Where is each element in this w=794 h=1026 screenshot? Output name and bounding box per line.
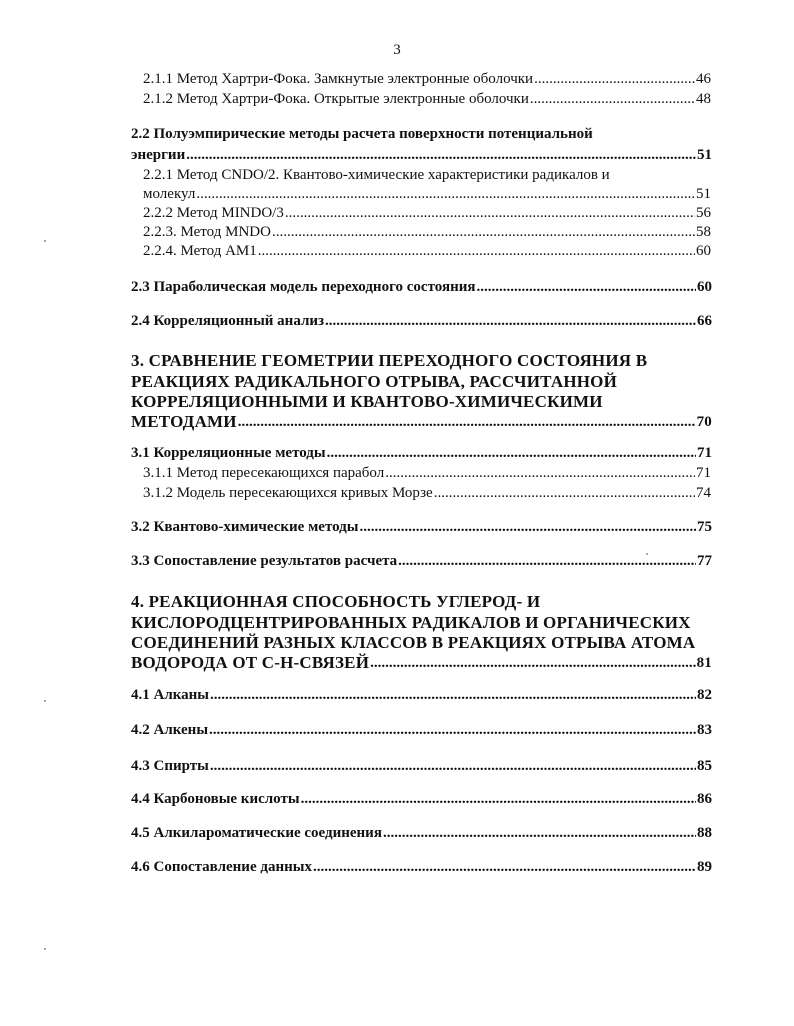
chapter-4-line2: КИСЛОРОДЦЕНТРИРОВАННЫХ РАДИКАЛОВ И ОРГАНИЧЕСКИХ (131, 613, 691, 632)
toc-entry-label: 3.3 Сопоставление результатов расчета (131, 553, 398, 569)
toc-leader (534, 72, 695, 87)
toc-entry-label: 4.1 Алканы (131, 687, 210, 703)
toc-entry-2-2-line1: 2.2 Полуэмпирические методы расчета поверхности потенциальной (131, 126, 593, 142)
toc-entry-4-3[interactable] (131, 759, 712, 774)
toc-entry-page: 56 (696, 205, 711, 221)
toc-entry-4-1[interactable] (131, 688, 712, 703)
toc-entry-label: 4.3 Спирты (131, 758, 209, 774)
toc-entry-label: 2.2.2 Метод MINDO/3 (143, 205, 284, 221)
toc-entry-2-1-1[interactable] (143, 72, 711, 87)
toc-entry-label: 4.2 Алкены (131, 722, 209, 738)
toc-entry-label: 4.5 Алкилароматические соединения (131, 825, 382, 841)
toc-leader (327, 446, 696, 461)
toc-entry-page: 86 (697, 791, 712, 807)
toc-leader (196, 187, 695, 202)
toc-entry-3-3[interactable] (131, 554, 712, 569)
toc-entry-page: 48 (696, 91, 711, 107)
toc-entry-page: 83 (697, 722, 712, 738)
toc-entry-page: 81 (696, 655, 712, 671)
toc-leader (313, 860, 696, 875)
toc-entry-page: 70 (696, 414, 712, 430)
toc-entry-chapter-4[interactable] (131, 654, 712, 671)
toc-entry-label: 2.1.2 Метод Хартри-Фока. Открытые электронные оболочки (143, 91, 529, 107)
toc-leader (476, 280, 696, 295)
toc-entry-4-5[interactable] (131, 826, 712, 841)
toc-leader (434, 486, 695, 501)
toc-leader (398, 554, 696, 569)
toc-entry-4-6[interactable] (131, 860, 712, 875)
toc-entry-2-4[interactable] (131, 314, 712, 329)
chapter-4-line1: 4. РЕАКЦИОННАЯ СПОСОБНОСТЬ УГЛЕРОД- И (131, 592, 541, 611)
toc-entry-page: 88 (697, 825, 712, 841)
toc-entry-page: 75 (697, 519, 712, 535)
toc-entry-2-2[interactable] (131, 148, 712, 163)
toc-entry-label: 4.4 Карбоновые кислоты (131, 791, 300, 807)
chapter-4-line3: СОЕДИНЕНИЙ РАЗНЫХ КЛАССОВ В РЕАКЦИЯХ ОТРЫВА АТОМА (131, 633, 696, 652)
toc-entry-label: ВОДОРОДА ОТ С-Н-СВЯЗЕЙ (131, 653, 370, 672)
toc-entry-label: МЕТОДАМИ (131, 412, 237, 431)
toc-entry-3-1-1[interactable] (143, 466, 711, 481)
toc-entry-page: 51 (697, 147, 712, 163)
toc-entry-2-2-1[interactable] (143, 187, 711, 202)
toc-entry-page: 51 (696, 186, 711, 202)
toc-leader (385, 466, 695, 481)
toc-entry-label: 3.2 Квантово-химические методы (131, 519, 359, 535)
chapter-3-line1: 3. СРАВНЕНИЕ ГЕОМЕТРИИ ПЕРЕХОДНОГО СОСТОЯНИЯ В (131, 351, 648, 370)
chapter-3-line3: КОРРЕЛЯЦИОННЫМИ И КВАНТОВО-ХИМИЧЕСКИМИ (131, 392, 603, 411)
scan-artifact (44, 700, 46, 702)
toc-entry-page: 71 (696, 465, 711, 481)
toc-leader (272, 225, 695, 240)
toc-entry-page: 46 (696, 71, 711, 87)
toc-leader (285, 206, 695, 221)
toc-leader (186, 148, 696, 163)
toc-entry-page: 60 (696, 243, 711, 259)
toc-entry-label: молекул (143, 186, 196, 202)
toc-entry-2-2-2[interactable] (143, 206, 711, 221)
scan-artifact (44, 240, 46, 242)
scan-artifact (44, 948, 46, 950)
toc-leader (238, 415, 696, 430)
toc-leader (530, 92, 695, 107)
toc-leader (359, 520, 696, 535)
toc-entry-page: 74 (696, 485, 711, 501)
toc-entry-label: 3.1.1 Метод пересекающихся парабол (143, 465, 385, 481)
toc-leader (301, 792, 696, 807)
chapter-3-line2: РЕАКЦИЯХ РАДИКАЛЬНОГО ОТРЫВА, РАССЧИТАННОЙ (131, 372, 618, 391)
toc-entry-2-3[interactable] (131, 280, 712, 295)
toc-entry-2-2-3[interactable] (143, 225, 711, 240)
toc-entry-label: 4.6 Сопоставление данных (131, 859, 312, 875)
toc-entry-page: 71 (697, 445, 712, 461)
toc-entry-3-1-2[interactable] (143, 486, 711, 501)
toc-entry-chapter-3[interactable] (131, 413, 712, 430)
toc-entry-label: 2.1.1 Метод Хартри-Фока. Замкнутые электронные оболочки (143, 71, 534, 87)
toc-entry-label: энергии (131, 147, 186, 163)
toc-entry-label: 3.1.2 Модель пересекающихся кривых Морзе (143, 485, 433, 501)
toc-leader (325, 314, 696, 329)
toc-entry-2-1-2[interactable] (143, 92, 711, 107)
toc-leader (258, 244, 695, 259)
toc-leader (210, 688, 696, 703)
toc-entry-2-2-1-line1: 2.2.1 Метод CNDO/2. Квантово-химические характеристики радикалов и (143, 167, 610, 183)
toc-leader (210, 759, 696, 774)
toc-entry-2-2-4[interactable] (143, 244, 711, 259)
toc-entry-4-2[interactable] (131, 723, 712, 738)
scan-artifact (646, 553, 648, 555)
toc-entry-page: 85 (697, 758, 712, 774)
toc-entry-3-2[interactable] (131, 520, 712, 535)
toc-entry-page: 60 (697, 279, 712, 295)
toc-entry-label: 2.3 Параболическая модель переходного состояния (131, 279, 476, 295)
toc-entry-label: 2.2.3. Метод MNDO (143, 224, 271, 240)
toc-entry-page: 66 (697, 313, 712, 329)
toc-entry-label: 3.1 Корреляционные методы (131, 445, 326, 461)
toc-leader (209, 723, 696, 738)
toc-entry-label: 2.2.4. Метод AM1 (143, 243, 257, 259)
page-number: 3 (393, 42, 401, 58)
toc-leader (383, 826, 696, 841)
toc-entry-page: 82 (697, 687, 712, 703)
toc-leader (370, 656, 695, 671)
toc-entry-page: 89 (697, 859, 712, 875)
toc-entry-label: 2.4 Корреляционный анализ (131, 313, 325, 329)
toc-entry-page: 58 (696, 224, 711, 240)
toc-entry-page: 77 (697, 553, 712, 569)
toc-entry-3-1[interactable] (131, 446, 712, 461)
toc-entry-4-4[interactable] (131, 792, 712, 807)
